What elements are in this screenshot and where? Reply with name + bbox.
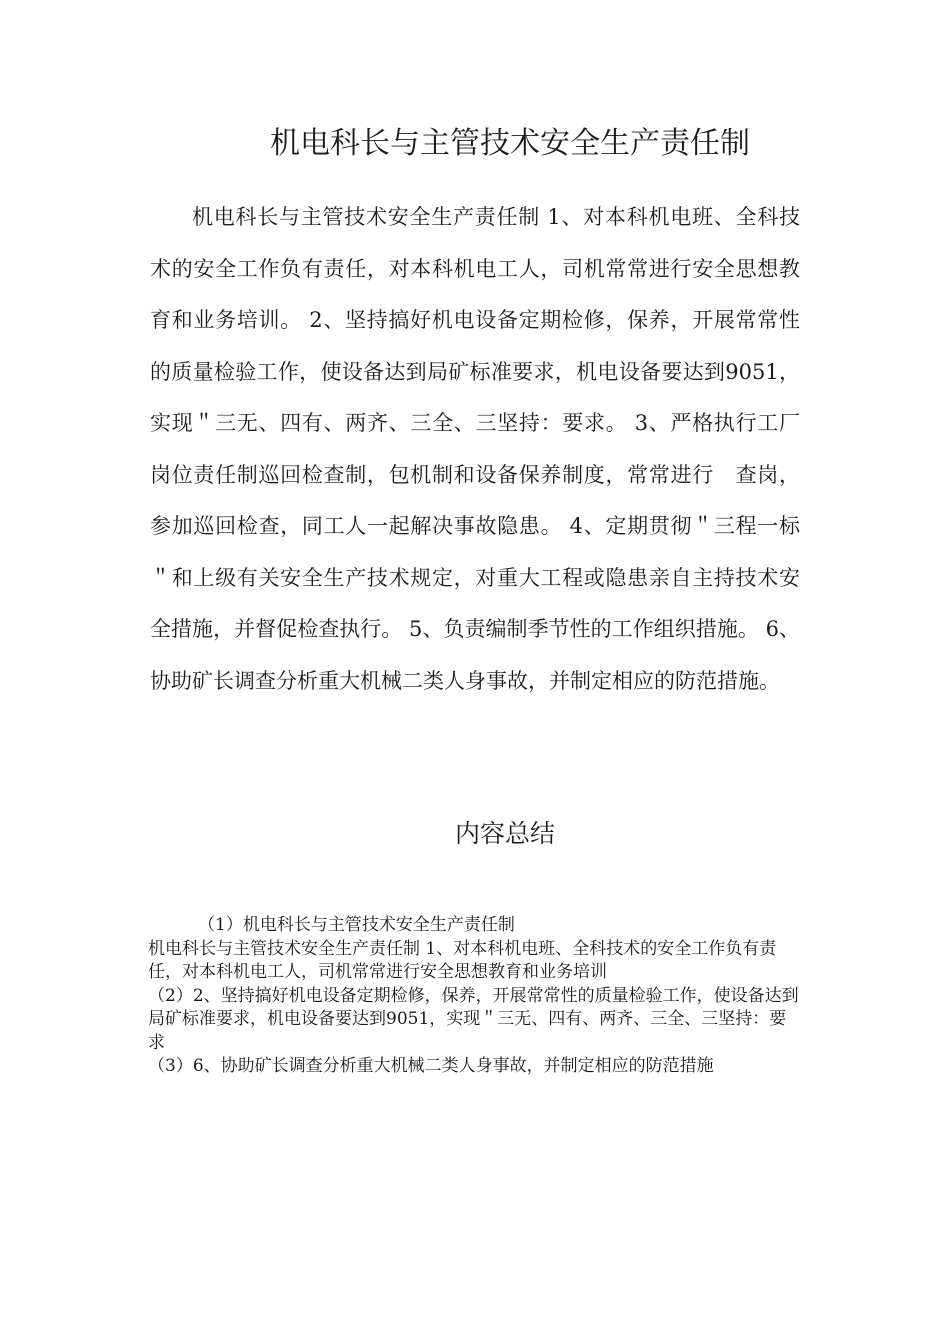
summary-heading: 内容总结: [454, 819, 555, 848]
body-paragraph: 机电科长与主管技术安全生产责任制 1、对本科机电班、全科技术的安全工作负有责任，对本科机电工人，司机常常进行安全思想教育和业务培训。 2、坚持搞好机电设备定期检修，保养，开展常常性的质量检验工作，使设备达到局矿标准要求，机电设备要达到9051，实现＂三无、四有、两齐、三全、三坚持：要求。 3、严格执行工厂岗位责任制巡回检查制，包机制和设备保养制度，常常进行 查岗，参加巡回检查，同工人一起解决事故隐患。 4、定期贯彻＂三程一标＂和上级有关安全生产技术规定，对重大工程或隐患亲自主持技术安全措施，并督促检查执行。 5、负责编制季节性的工作组织措施。 6、协助矿长调查分析重大机械二类人身事故，并制定相应的防范措施。: [150, 205, 800, 693]
summary-item-1-text: 机电科长与主管技术安全生产责任制 1、对本科机电班、全科技术的安全工作负有责任，对本科机电工人，司机常常进行安全思想教育和业务培训: [148, 938, 777, 982]
summary-item-3: （3）6、协助矿长调查分析重大机械二类人身事故，并制定相应的防范措施: [148, 1056, 714, 1076]
summary-item-1-title: （1）机电科长与主管技术安全生产责任制: [198, 915, 515, 935]
summary-item-2: （2）2、坚持搞好机电设备定期检修，保养，开展常常性的质量检验工作，使设备达到局矿标准要求，机电设备要达到9051，实现＂三无、四有、两齐、三全、三坚持：要求: [148, 985, 799, 1053]
summary-section: [148, 914, 800, 1079]
page-title: 机电科长与主管技术安全生产责任制: [270, 126, 750, 161]
